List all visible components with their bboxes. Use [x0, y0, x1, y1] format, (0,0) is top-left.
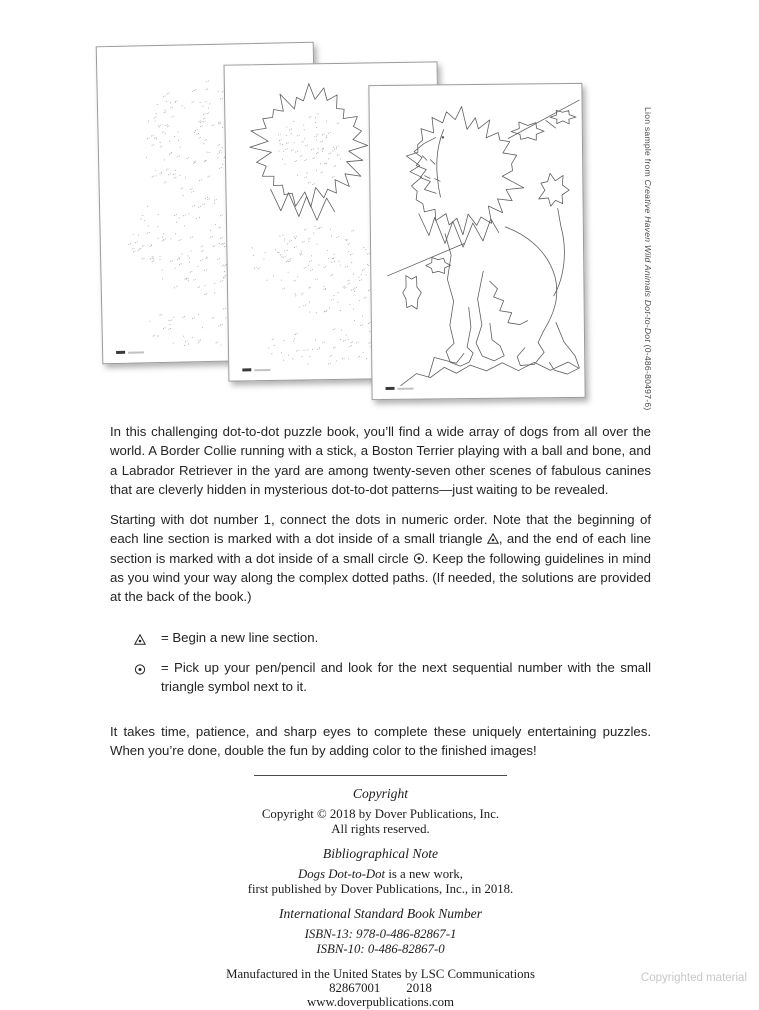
- manufactured-line: Manufactured in the United States by LSC Communications: [226, 966, 535, 981]
- circle-dot-icon: [413, 553, 425, 564]
- publisher-website: www.doverpublications.com: [306, 995, 454, 1010]
- isbn-13: ISBN-13: 978-0-486-82867-1: [304, 927, 457, 942]
- guideline-text: = Pick up your pen/pencil and look for the next sequential number with the small triangle symbol next to it.: [161, 659, 651, 695]
- biblio-line1: [110, 867, 651, 881]
- sample-page-completed: [368, 83, 585, 400]
- plant-code-line: [110, 981, 651, 995]
- paragraph-intro: In this challenging dot-to-dot puzzle book, you’ll find a wide array of dogs from all over the world. A Border Collie running with a stick, a Boston Terrier playing with a ball and bone, and a Labrador Retriever in the yard are among twenty-seven other scenes of fabulous canines that are cleverly hidden in mysterious dot-to-dot patterns—just waiting to be revealed.: [110, 424, 651, 497]
- footer-label-mark: [398, 387, 414, 389]
- footer-label-mark: [116, 351, 125, 354]
- caption-book-title: Creative Haven Wild Animals Dot-to-Dot: [643, 179, 653, 342]
- biblio-rest: is a new work,: [385, 867, 463, 882]
- image-caption-vertical: [643, 107, 653, 410]
- footer-label-mark: [128, 351, 144, 353]
- footer-label-mark: [242, 368, 251, 371]
- copyrighted-material-watermark: Copyrighted material: [640, 972, 747, 984]
- biblio-heading: Bibliographical Note: [322, 846, 439, 862]
- triangle-dot-icon: [487, 533, 499, 544]
- page-footer-label: [242, 368, 270, 371]
- book-title: Dogs Dot-to-Dot: [298, 867, 386, 882]
- divider: [254, 775, 507, 776]
- instructions-between-symbols: , and the end of each line section is marked with a dot inside of a small circle: [110, 531, 652, 566]
- instructions-before-triangle: Starting with dot number 1, connect the dots in numeric order. Note that the beginning of each line section is marked with a dot inside of a small triangle: [110, 512, 651, 547]
- isbn-10: ISBN-10: 0-486-82867-0: [316, 941, 445, 956]
- guideline-text: = Begin a new line section.: [161, 629, 319, 645]
- footer-label-mark: [386, 387, 395, 390]
- caption-prefix: Lion sample from: [643, 107, 653, 180]
- footer-label-mark: [254, 369, 270, 371]
- biblio-line2: first published by Dover Publications, Inc., in 2018.: [247, 881, 514, 896]
- rights-line: All rights reserved.: [331, 821, 430, 836]
- guideline-end-section: [134, 658, 651, 697]
- page-footer-label: [116, 350, 144, 354]
- plant-code: 82867001: [329, 981, 381, 996]
- instructions-after-symbols: . Keep the following guidelines in mind as you wind your way along the complex dotted paths. (If needed, the solutions are provided at the back of the book.): [110, 550, 651, 605]
- copyright-heading: Copyright: [352, 786, 409, 802]
- page-footer-label: [386, 387, 414, 390]
- intro-text: [110, 422, 651, 1010]
- paragraph-instructions: [110, 510, 651, 606]
- paragraph-closing: It takes time, patience, and sharp eyes to complete these uniquely entertaining puzzles. When you’re done, double the fun by adding color to the finished images!: [110, 723, 651, 758]
- colophon: [110, 775, 651, 1010]
- guideline-begin-section: [134, 628, 651, 647]
- isbn-heading: International Standard Book Number: [278, 905, 482, 921]
- pub-year: 2018: [406, 981, 432, 996]
- completed-lion-art: [369, 84, 584, 399]
- guidelines-list: [134, 628, 651, 697]
- triangle-dot-icon: [134, 630, 146, 649]
- circle-dot-icon: [134, 660, 146, 679]
- copyright-line: Copyright © 2018 by Dover Publications, Inc.: [261, 807, 500, 822]
- caption-isbn: (0-486-80497-6): [643, 341, 653, 411]
